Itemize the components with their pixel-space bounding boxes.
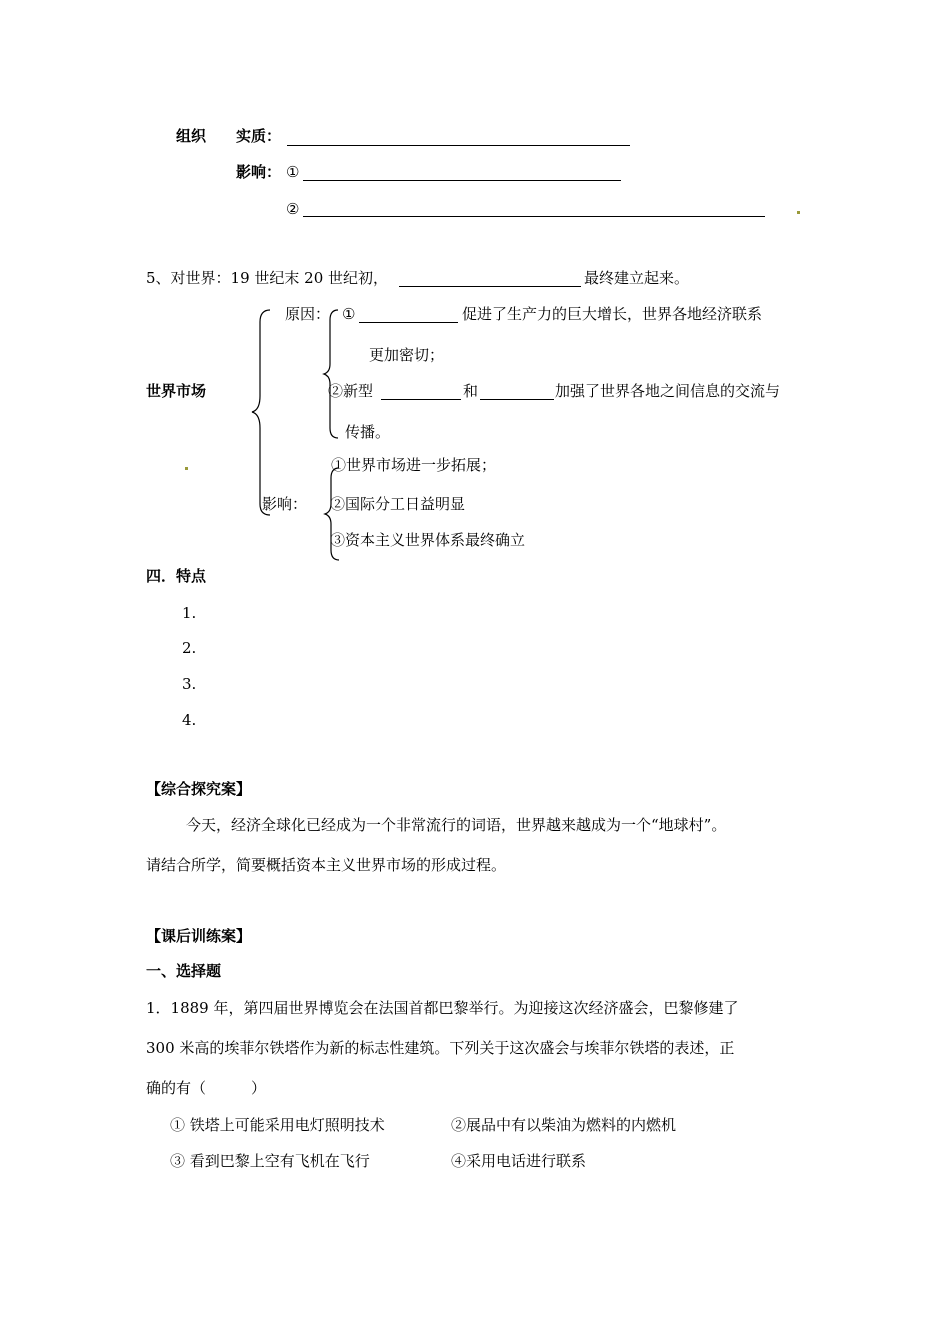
item5-blank[interactable] <box>399 286 581 287</box>
cause2-continued: 传播。 <box>345 423 391 441</box>
effect-item-2: ②国际分工日益明显 <box>330 495 466 513</box>
inquiry-heading: 【综合探究案】 <box>146 780 252 798</box>
speck <box>797 211 800 214</box>
cause2-blank-2[interactable] <box>480 399 554 400</box>
inquiry-line-2: 请结合所学，简要概括资本主义世界市场的形成过程。 <box>146 856 507 874</box>
effect-label: 影响： <box>262 495 308 513</box>
cause1-text: 促进了生产力的巨大增长，世界各地经济联系 <box>462 305 763 323</box>
cause1-mark: ① <box>342 305 356 323</box>
option-3: ③ 看到巴黎上空有飞机在飞行 <box>170 1152 370 1170</box>
feature-item-4: 4. <box>182 711 197 729</box>
essence-label: 实质： <box>236 127 282 145</box>
essence-blank[interactable] <box>287 145 630 146</box>
effect-item-1: ①世界市场进一步拓展； <box>331 456 497 474</box>
cause2-text: 加强了世界各地之间信息的交流与 <box>555 382 781 400</box>
question-1-line-2: 300 米高的埃菲尔铁塔作为新的标志性建筑。下列关于这次盛会与埃菲尔铁塔的表述，正 <box>146 1039 735 1057</box>
features-heading: 四．特点 <box>146 567 207 585</box>
feature-item-1: 1. <box>182 604 197 622</box>
item5-suffix: 最终建立起来。 <box>584 269 690 287</box>
training-heading: 【课后训练案】 <box>146 927 252 945</box>
feature-item-2: 2. <box>182 639 197 657</box>
option-4: ④采用电话进行联系 <box>451 1152 587 1170</box>
world-market-title: 世界市场 <box>146 382 207 400</box>
cause2-start: ②新型 <box>328 382 374 400</box>
influence-label: 影响： <box>236 163 282 181</box>
choice-section-heading: 一、选择题 <box>146 962 222 980</box>
influence-mark-1: ① <box>286 163 300 181</box>
inquiry-line-1: 今天，经济全球化已经成为一个非常流行的词语，世界越来越成为一个“地球村”。 <box>186 816 727 834</box>
effect-item-3: ③资本主义世界体系最终确立 <box>330 531 526 549</box>
cause1-blank[interactable] <box>359 322 458 323</box>
outer-brace <box>250 308 280 518</box>
cause1-continued: 更加密切； <box>369 346 445 364</box>
org-heading: 组织 <box>176 127 207 145</box>
influence-mark-2: ② <box>286 200 300 218</box>
cause2-and: 和 <box>463 382 479 400</box>
influence-blank-2[interactable] <box>303 216 765 217</box>
item5-prefix: 5、对世界：19 世纪末 20 世纪初， <box>146 269 389 287</box>
speck <box>185 467 188 470</box>
option-1: ① 铁塔上可能采用电灯照明技术 <box>170 1116 385 1134</box>
question-1-line-1: 1．1889 年，第四届世界博览会在法国首都巴黎举行。为迎接这次经济盛会，巴黎修建了 <box>146 999 739 1017</box>
cause2-blank-1[interactable] <box>381 399 461 400</box>
feature-item-3: 3. <box>182 675 197 693</box>
influence-blank-1[interactable] <box>303 180 621 181</box>
question-1-line-3: 确的有（ ） <box>146 1079 267 1097</box>
cause-label: 原因： <box>285 305 331 323</box>
option-2: ②展品中有以柴油为燃料的内燃机 <box>451 1116 677 1134</box>
cause-brace <box>322 308 342 440</box>
